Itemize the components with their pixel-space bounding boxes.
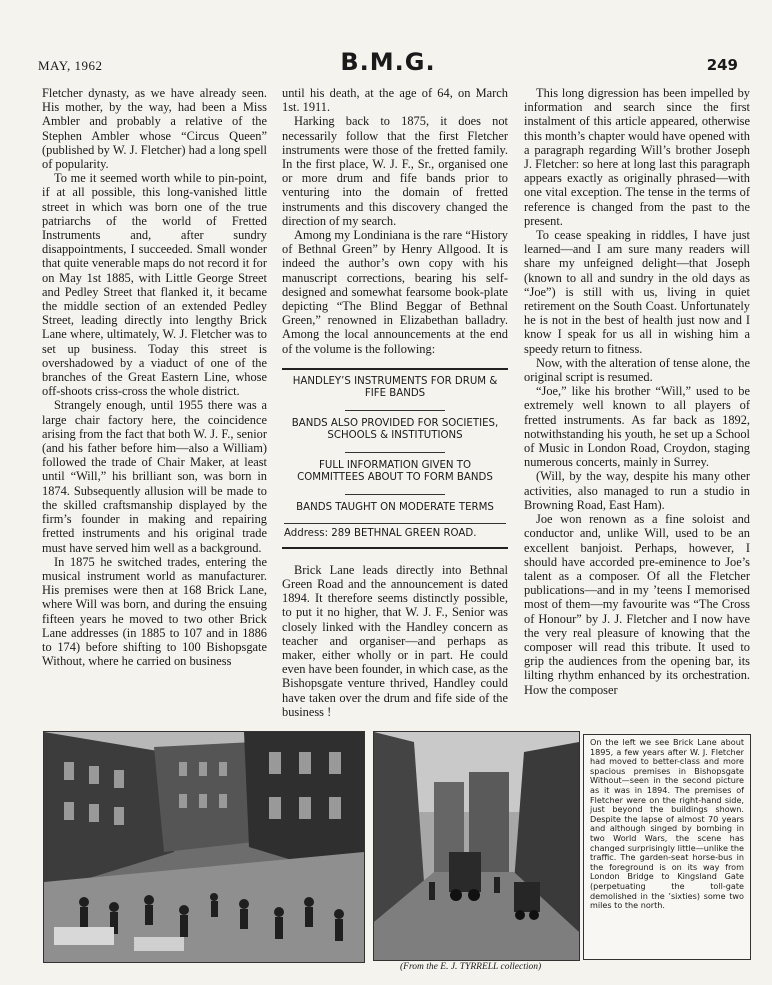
brick-lane-photo-illustration: [44, 732, 364, 962]
photo-credit: (From the E. J. TYRRELL collection): [400, 962, 542, 972]
bishopsgate-photo-illustration: [374, 732, 579, 960]
advert-line: BANDS TAUGHT ON MODERATE TERMS: [296, 501, 494, 513]
paragraph: until his death, at the age of 64, on March 1st. 1911.: [282, 86, 508, 115]
paragraph: Fletcher dynasty, as we have already seen. His mother, by the way, had been a Miss Ambler and probably a relative of the Stephen Ambler whose “Circus Queen” (published by W. J. Fletcher) had a long spell of popularity.: [42, 86, 267, 172]
paragraph: Joe won renown as a fine soloist and conductor and, unlike Will, used to be an excellent banjoist. Perhaps, however, I should have accorded pre-eminence to Joe’s talent as a composer. Of all the Fletcher publications—and in my ’teens I memorised most of them—my favourite was “The Cross of Honour” by J. J. Fletcher and I now have the very real pleasure of knowing that the composer will read this tribute. It used to grip the audiences from the opening bar, its lilting rhythm enhanced by its orchestration. How the composer: [524, 512, 750, 697]
photo-caption: On the left we see Brick Lane about 1895, a few years after W. J. Fletcher had moved to better-class and more spacious premises in Bishopsgate Without—seen in the second picture as it was in 1894. The premises of Fletcher were on the right-hand side, just beyond the buildings shown. Despite the lapse of almost 70 years and although singed by bombing in two World Wars, the scene has changed surprisingly little—unlike the traffic. The garden-seat horse-bus in the foreground is on its way from London Bridge to Kingsland Gate (perpetuating the toll-gate demolished in the ’sixties) some two miles to the north.: [583, 734, 751, 960]
advert-divider: [345, 410, 445, 411]
issue-date: MAY, 1962: [38, 58, 103, 73]
paragraph: Brick Lane leads directly into Bethnal Green Road and the announcement is dated 1894. It therefore seems distinctly possible, to put it no higher, that W. J. F., Senior was closely linked with the Handley concern as teacher and organiser—and perhaps as maker, either wholly or in part. He could even have been founder, in which case, as the Bishopsgate venture thrived, Handley could have taken over the drum and fife side of the business !: [282, 562, 508, 719]
advert-divider: [345, 494, 445, 495]
page-number: 249: [706, 56, 738, 74]
paragraph: (Will, by the way, despite his many other activities, also managed to run a studio in Browning Road, East Ham).: [524, 469, 750, 512]
paragraph: “Joe,” like his brother “Will,” used to be extremely well known to all players of fretted instruments. As far back as 1892, notwithstanding his youth, he set up a School of Music in London Road, Croydon, staging numerous concerts, mainly in Surrey.: [524, 384, 750, 470]
paragraph: Strangely enough, until 1955 there was a large chair factory here, the coincidence arising from the fact that both W. J. F., senior (and his father before him—also a William) followed the trade of Chair Maker, at least until “Will,” his brilliant son, was born in 1874. Subsequently allusion will be made to the skilled craftsmanship displayed by the firm’s founder in making and repairing fretted instruments and his original trade must have served him well as a background.: [42, 398, 267, 555]
handley-advertisement: [282, 368, 508, 549]
text-column-2: [282, 86, 508, 741]
page-header: [38, 48, 738, 78]
paragraph: Among my Londiniana is the rare “History of Bethnal Green” by Henry Allgood. It is indeed the author’s own copy with his manuscript corrections, bearing his self-designed and somewhat fearsome book-plate depicting “The Blind Beggar of Bethnal Green,” renowned in Elizabethan balladry. Among the local announcements at the end of the volume is the following:: [282, 228, 508, 356]
brick-lane-photo: [43, 731, 365, 963]
advert-address: [284, 523, 506, 541]
paragraph: To me it seemed worth while to pin-point, if at all possible, this long-vanished little street in which was born one of the true patriarchs of the world of Fretted Instruments and, after sundry disappointments, I succeeded. Small wonder that quite venerable maps do not record it for on May 1st 1885, with Little George Street and Pedley Street that flanked it, it became the middle section of an extended Pedley Street, leading directly into lengthy Brick Lane where, ultimately, W. J. Fletcher was to set up business. Today this street is overshadowed by a viaduct of one of the branches of the Great Eastern Line, whose off-shoots criss-cross the whole district.: [42, 171, 267, 399]
bishopsgate-photo: [373, 731, 580, 961]
paragraph: Harking back to 1875, it does not necessarily follow that the first Fletcher instruments were those of the fretted family. In the first place, W. J. F., Sr., organised one or more drum and fife bands prior to venturing into the domain of fretted instruments and this discovery changed the direction of my search.: [282, 114, 508, 228]
advert-address-text: 289 BETHNAL GREEN ROAD.: [331, 528, 477, 540]
advert-line: HANDLEY’S INSTRUMENTS FOR DRUM & FIFE BANDS: [292, 375, 498, 400]
paragraph: Now, with the alteration of tense alone, the original script is resumed.: [524, 355, 750, 385]
paragraph: This long digression has been impelled by information and search since the first instalment of this article appeared, otherwise this month’s chapter would have opened with a paragraph regarding Will’s brother Joseph J. Fletcher: so here at long last this paragraph appears exactly as originally phrased—with one vital exception. The tense in the terms of reference is changed from the past to the present.: [524, 86, 750, 228]
advert-divider: [345, 452, 445, 453]
text-column-1: [42, 86, 267, 726]
paragraph: To cease speaking in riddles, I have just learned—and I am sure many readers will share my unfeigned delight—that Joseph (known to all and sundry in the old days as “Joe”) is still with us, living in quiet retirement on the South Coast. Unfortunately he is not in the best of health just now and I know I speak for us all in wishing him a speedy return to fitness.: [524, 228, 750, 356]
paragraph: In 1875 he switched trades, entering the musical instrument world as manufacturer. His premises were then at 168 Brick Lane, where Will was born, and during the ensuing fifteen years he moved to two other Brick Lane addresses (in 1885 to 107 and in 1886 to 174) before shifting to 100 Bishopsgate Without, where he carried on business: [42, 554, 267, 669]
magazine-title: B.M.G.: [340, 48, 436, 76]
advert-line: BANDS ALSO PROVIDED FOR SOCIETIES, SCHOOLS & INSTITUTIONS: [291, 417, 499, 442]
text-column-3: [524, 86, 750, 726]
advert-address-label: Address:: [284, 528, 329, 540]
advert-line: FULL INFORMATION GIVEN TO COMMITTEES ABOUT TO FORM BANDS: [297, 459, 493, 484]
